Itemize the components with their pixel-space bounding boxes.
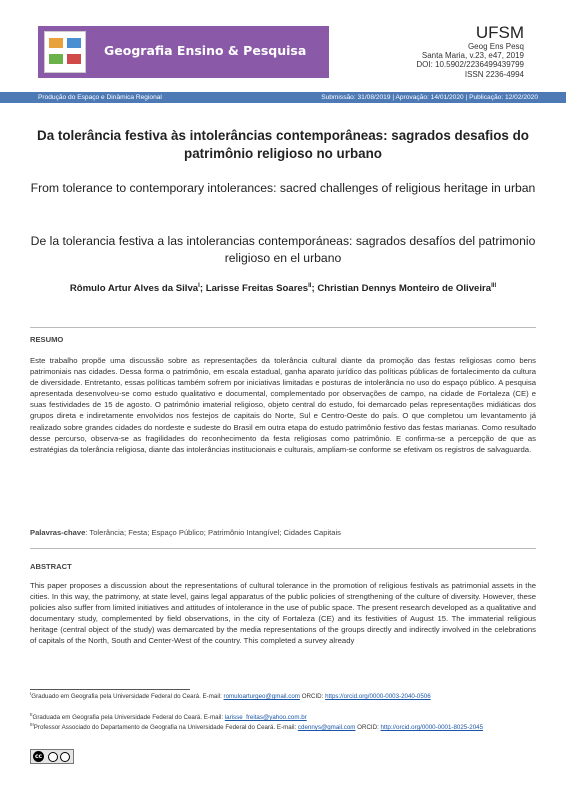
- by-attribution-icon: [48, 752, 58, 762]
- footnote-2-email-link[interactable]: larisse_freitas@yahoo.com.br: [224, 714, 307, 722]
- footnote-1-orcid-link[interactable]: https://orcid.org/0000-0003-2040-0506: [325, 693, 431, 701]
- keywords-label: Palavras-chave: [30, 528, 86, 537]
- author-1-affil: I: [198, 283, 200, 289]
- author-list: Rômulo Artur Alves da Silva$^I$; Larisse Freitas Soares$^{II}$; Christian Dennys Monteiro de Oliveira$^{III}$: [69, 283, 497, 295]
- footnote-2-marker: II: [30, 712, 33, 717]
- keywords-values: : Tolerância; Festa; Espaço Público; Patrimônio Intangível; Cidades Capitais: [85, 528, 341, 537]
- issn: ISSN 2236-4994: [464, 69, 524, 79]
- logo-emblem-image: [44, 31, 86, 73]
- author-3: Christian Dennys Monteiro de Oliveira: [317, 283, 492, 295]
- divider: [30, 327, 536, 328]
- footnote-1-email-link[interactable]: romuloarturgeo@gmail.com: [223, 693, 300, 701]
- noncommercial-icon: [60, 752, 70, 762]
- resumo-heading: RESUMO: [30, 335, 64, 344]
- journal-info: [416, 24, 524, 79]
- resumo-text: Este trabalho propõe uma discussão sobre as representações da tolerância cultural diante da promoção das festas religiosas como bens patrimoniais nas cidades. Dessa forma o patrimônio, em escala estadual, ganha aparato jurídico das políticas públicas de fortalecimento da cultura de diversidade. Entretanto, essas políticas também sofrem por iniciativas limitadas e posturas de intolerância no uso do espaço público. A pesquisa apresentada desenvolveu-se como estudo qualitativo e documental, complementado por observações de campo, na cidade de Fortaleza (CE) e suas festividades de 15 de agosto. O patrimônio imaterial religioso, objeto central do estudo, foi demarcado pelas representações midiáticas dos grupos direta e indiretamente envolvidos nos festejos de capitais do Norte, Sul e Centro-Oeste do país. O que completou um levantamento já realizado sobre grandes cidades do nordeste e sudeste do Brasil em outra etapa do estudo patrimônio festivo das festas marianas. Como resultado desse percurso, observa-se as fragilidades do reconhecimento da festa religiosas como patrimônio. E confirma-se a percepção de que as estratégias da tolerância religiosa, diante das intolerâncias institucionais e culturais, ampliam-se conforme se efetivam os registros de salvaguarda.: [30, 356, 536, 454]
- author-3-affil: III: [491, 283, 497, 289]
- keywords: [30, 528, 341, 537]
- footnote-3-orcid-label: ORCID:: [355, 724, 381, 732]
- volume-info: Santa Maria, v.23, e47, 2019: [421, 51, 524, 61]
- author-2-affil: II: [308, 283, 312, 289]
- footnote-2-text: Graduada em Geografia pela Universidade Federal do Ceará. E-mail:: [32, 714, 225, 722]
- footnote-3: [30, 721, 536, 733]
- creative-commons-license-badge[interactable]: [30, 749, 74, 764]
- title-english: From tolerance to contemporary intolerances: sacred challenges of religious heritage in urban: [30, 181, 536, 195]
- footnote-1-orcid-label: ORCID:: [299, 693, 326, 701]
- footnote-1: [30, 690, 536, 702]
- publication-dates: Submissão: 31/08/2019 | Aprovação: 14/01/2020 | Publicação: 12/02/2020: [321, 94, 538, 101]
- journal-header: [0, 0, 566, 92]
- author-1: Rômulo Artur Alves da Silva: [69, 283, 199, 295]
- footnote-3-orcid-link[interactable]: http://orcid.org/0000-0001-8025-2045: [380, 724, 484, 732]
- ufsm-logo-text: UFSM: [475, 23, 524, 42]
- doi[interactable]: DOI: 10.5902/2236499439799: [416, 60, 524, 70]
- title-spanish: De la tolerancia festiva a las intolerancias contemporáneas: sagrados desafíos del patrimonio religioso en el urbano: [30, 234, 536, 265]
- footnote-3-email-link[interactable]: cdennys@gmail.com: [297, 724, 356, 732]
- section-band: [0, 92, 566, 103]
- logo-caption: Geografia Ensino & Pesquisa: [104, 43, 307, 58]
- title-portuguese: Da tolerância festiva às intolerâncias contemporâneas: sagrados desafios do patrimônio religioso no urbano: [37, 128, 529, 161]
- journal-logo[interactable]: [38, 26, 329, 78]
- abstract-text: This paper proposes a discussion about the representations of cultural tolerance in the promotion of religious festivals as patrimonial assets in the cities. In this way, the patrimony, at state level, gains legal apparatus of the public policies of strengthening of the culture of diversity. However, these policies also suffer from limited initiatives and attitudes of intolerance in the use of public space. The present research developed as a qualitative and documentary study, complemented by field observations, in the city of Fortaleza (CE) and its festivities of August 15. The immaterial religious heritage (central object of the study) was demarcated by the media representations of the groups directly and indirectly involved in the celebrations of capitals of the North, South and Center-West of the country. This completed a survey already: [30, 581, 536, 646]
- footnote-1-text: Graduado em Geografia pela Universidade Federal do Ceará. E-mail:: [31, 693, 224, 701]
- cc-icon: cc: [34, 753, 43, 760]
- section-name: Produção do Espaço e Dinâmica Regional: [38, 94, 162, 101]
- footnote-1-marker: I: [30, 691, 32, 696]
- journal-abbrev: Geog Ens Pesq: [467, 42, 524, 51]
- abstract-heading: ABSTRACT: [30, 562, 72, 571]
- footnote-3-text: Professor Associado do Departamento de Geografia na Universidade Federal do Ceará. E-mail:: [33, 724, 298, 732]
- divider: [30, 548, 536, 549]
- author-2: Larisse Freitas Soares: [205, 283, 309, 295]
- footnote-3-marker: III: [30, 722, 34, 727]
